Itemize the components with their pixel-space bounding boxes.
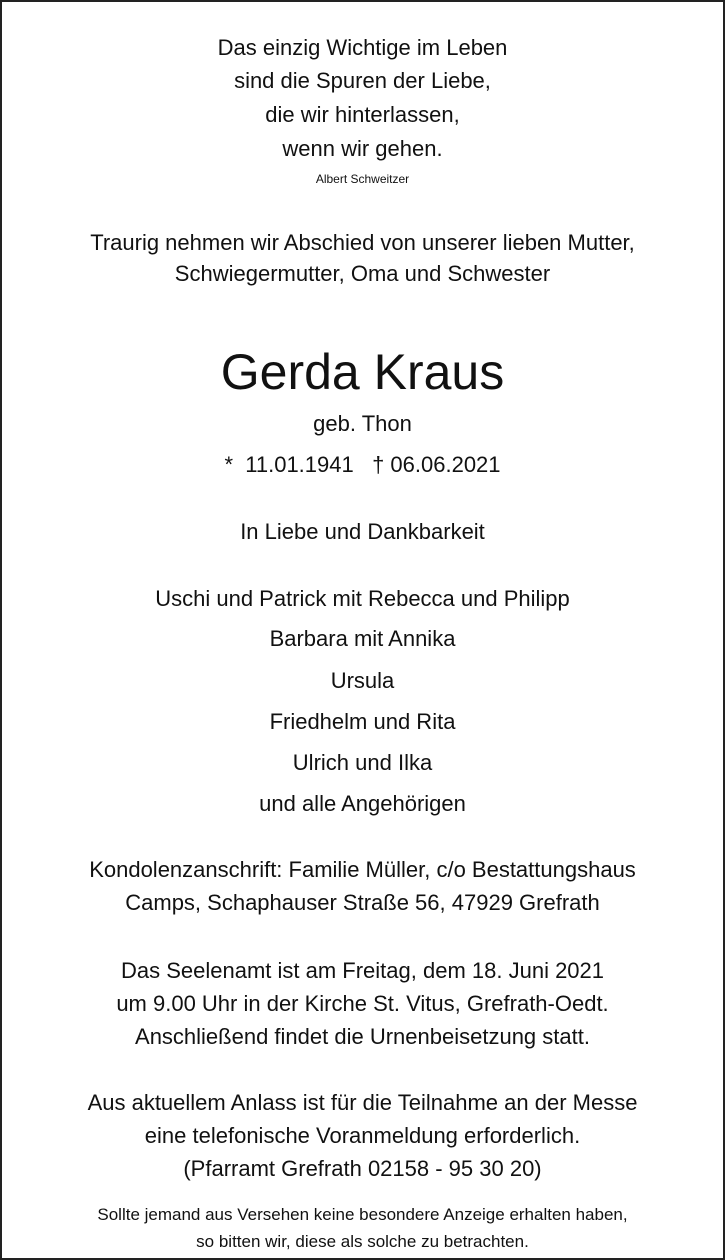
notice-line: eine telefonische Voranmeldung erforderlich. <box>144 1123 581 1148</box>
life-dates: * 11.01.1941 † 06.06.2021 <box>224 452 501 477</box>
notice-line: Aus aktuellem Anlass ist für die Teilnahme an der Messe <box>87 1090 638 1115</box>
quote-line: wenn wir gehen. <box>282 136 443 161</box>
footer-line: Sollte jemand aus Versehen keine besondere Anzeige erhalten haben, <box>97 1205 628 1224</box>
service-line: Das Seelenamt ist am Freitag, dem 18. Juni 2021 <box>120 958 605 983</box>
mourner-line: Uschi und Patrick mit Rebecca und Philipp <box>155 586 570 611</box>
notice-line: (Pfarramt Grefrath 02158 - 95 30 20) <box>183 1156 542 1181</box>
service-line: Anschließend findet die Urnenbeisetzung statt. <box>135 1024 590 1049</box>
quote-line: die wir hinterlassen, <box>265 102 460 127</box>
mourner-line: Ulrich und Ilka <box>292 750 433 775</box>
quote-line: sind die Spuren der Liebe, <box>234 68 491 93</box>
footer-line: so bitten wir, diese als solche zu betrachten. <box>196 1232 529 1251</box>
dedication: In Liebe und Dankbarkeit <box>240 519 485 544</box>
quote-author: Albert Schweitzer <box>315 172 410 186</box>
mourner-line: und alle Angehörigen <box>259 791 466 816</box>
deceased-name: Gerda Kraus <box>220 344 505 400</box>
intro-line: Traurig nehmen wir Abschied von unserer lieben Mutter, <box>90 230 635 255</box>
intro-line: Schwiegermutter, Oma und Schwester <box>174 261 551 286</box>
condolence-line: Camps, Schaphauser Straße 56, 47929 Grefrath <box>125 890 600 915</box>
mourner-line: Ursula <box>330 668 395 693</box>
mourner-line: Barbara mit Annika <box>269 626 456 651</box>
service-line: um 9.00 Uhr in der Kirche St. Vitus, Grefrath-Oedt. <box>116 991 609 1016</box>
quote-line: Das einzig Wichtige im Leben <box>217 35 508 60</box>
maiden-name: geb. Thon <box>313 411 412 436</box>
mourner-line: Friedhelm und Rita <box>269 709 456 734</box>
condolence-line: Kondolenzanschrift: Familie Müller, c/o Bestattungshaus <box>89 857 636 882</box>
